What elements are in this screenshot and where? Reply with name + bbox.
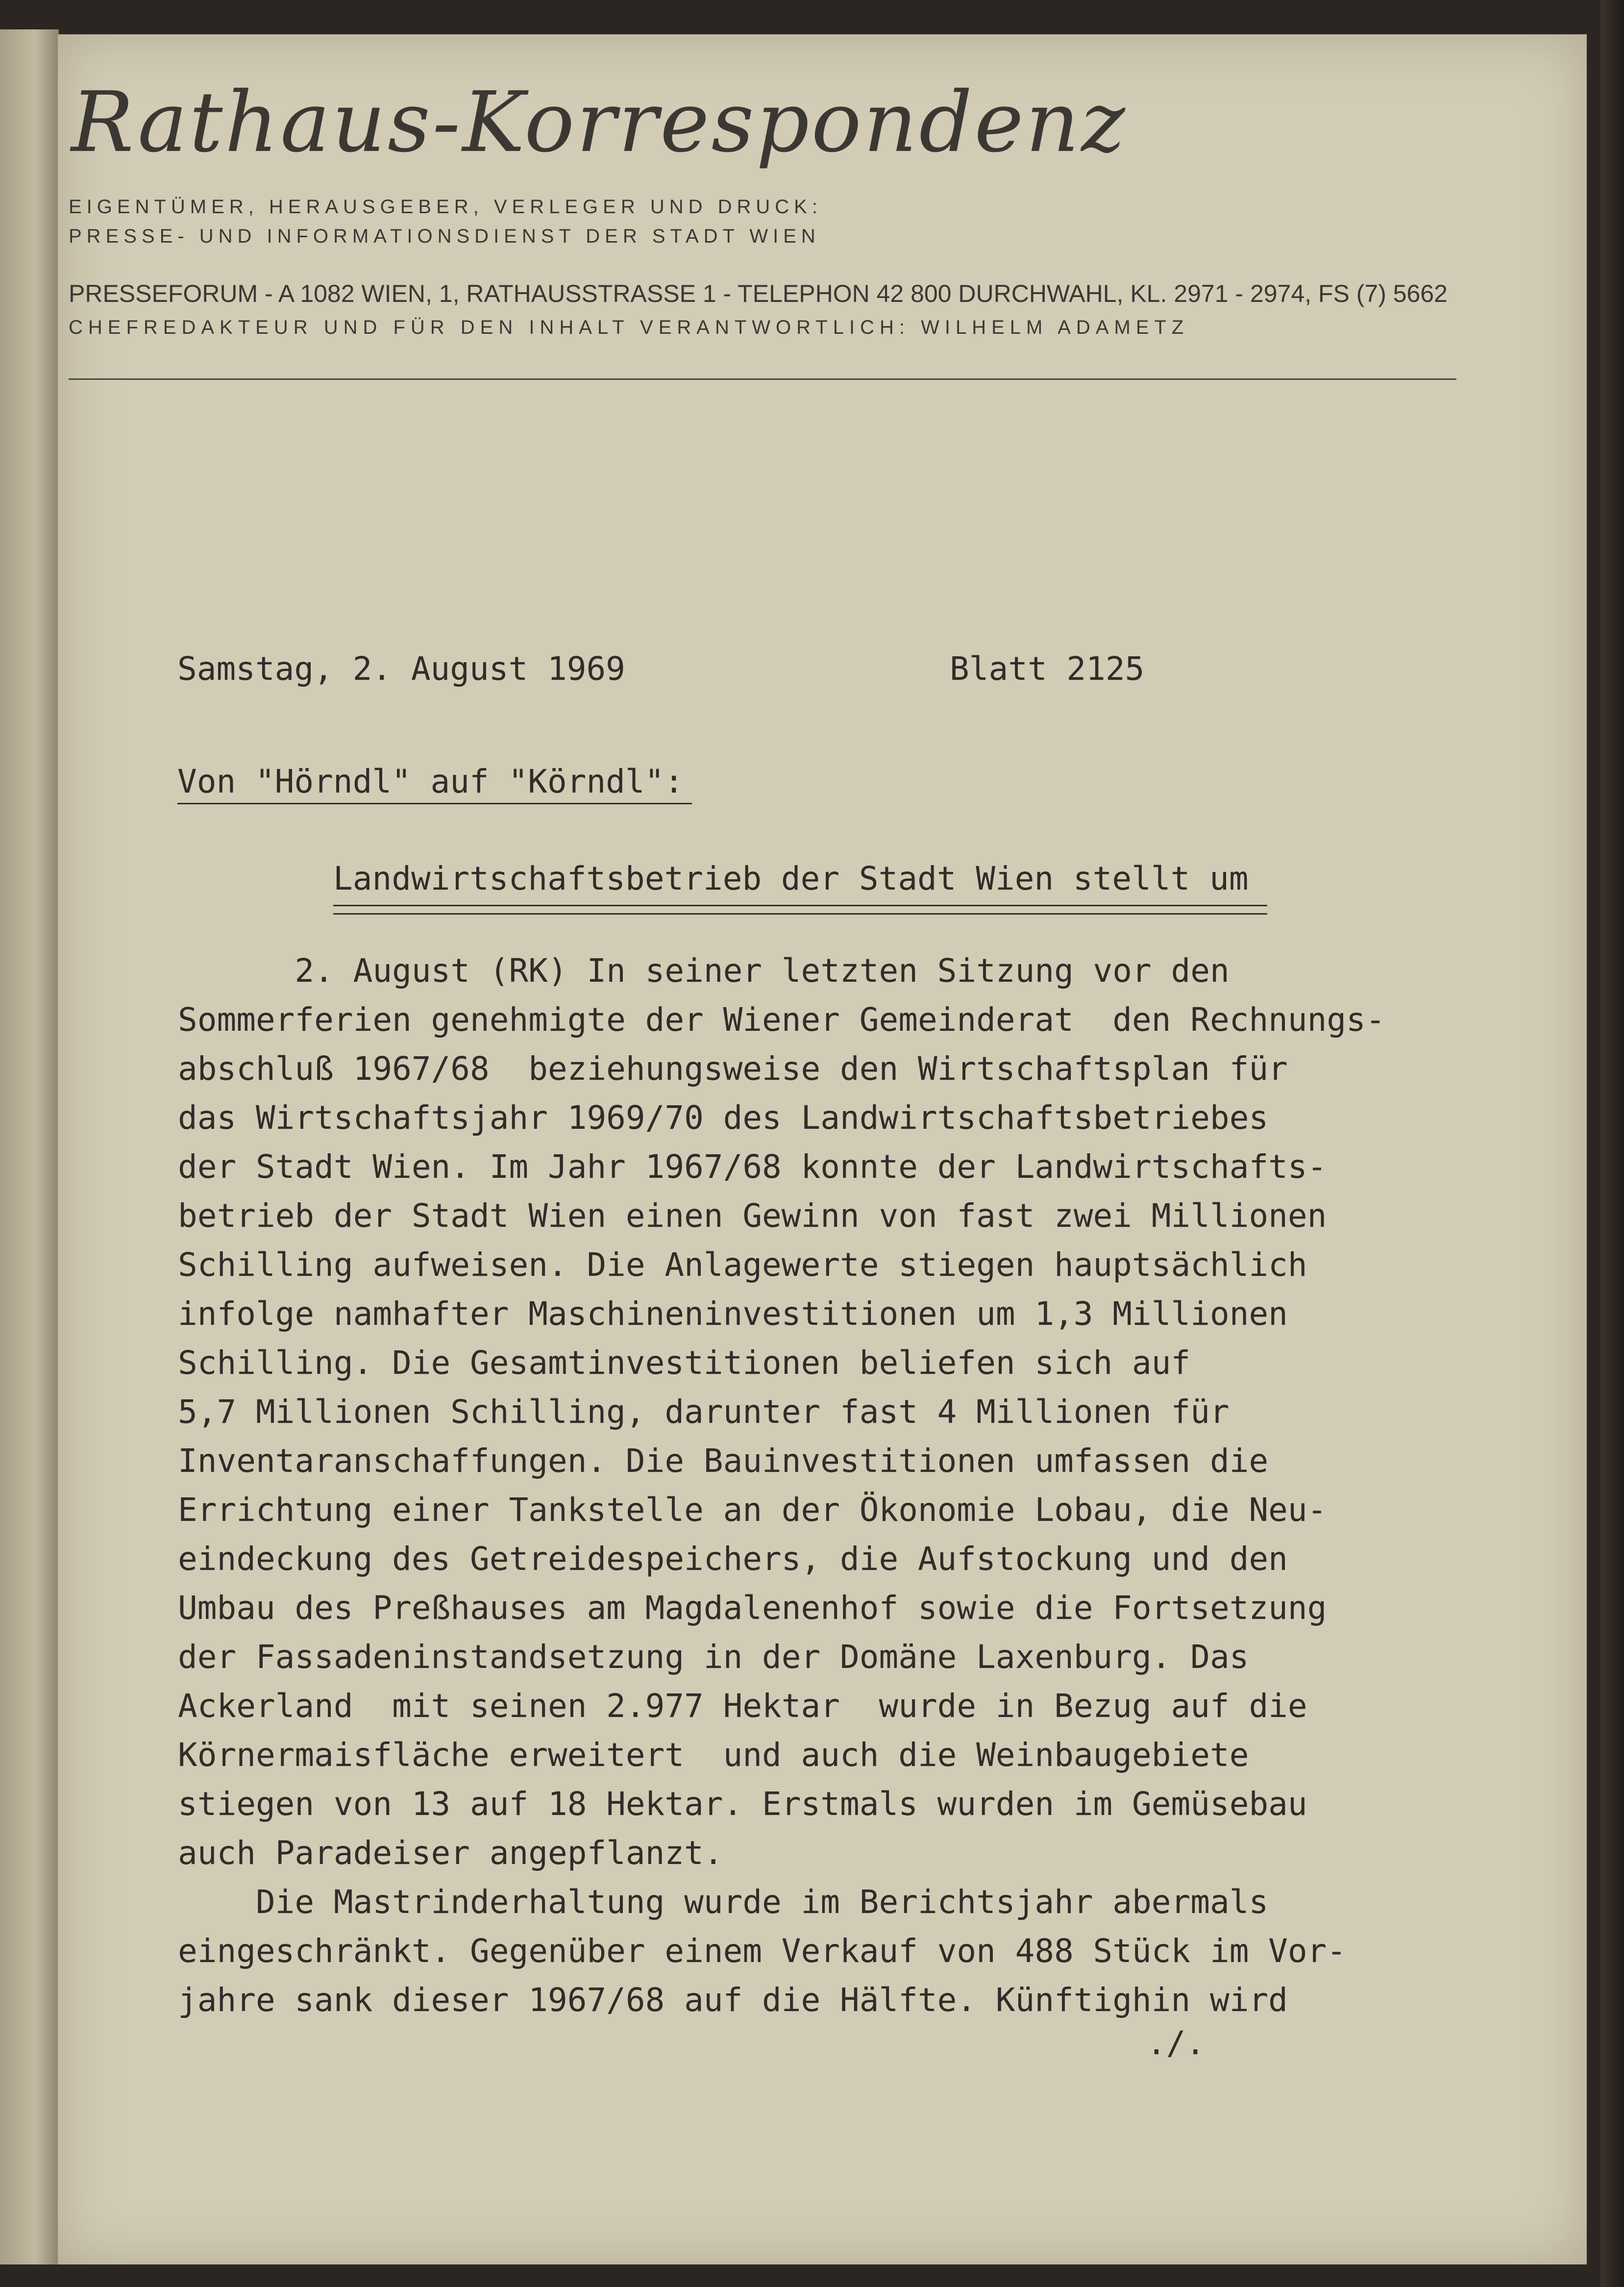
body-line: der Fassadeninstandsetzung in der Domäne Laxenburg. Das [178,1638,1249,1676]
body-line: Die Mastrinderhaltung wurde im Berichtsjahr abermals [178,1883,1269,1921]
body-line: stiegen von 13 auf 18 Hektar. Erstmals wurden im Gemüsebau [178,1785,1307,1823]
masthead-rule [69,378,1456,380]
body-line: infolge namhafter Maschineninvestitionen um 1,3 Millionen [178,1295,1288,1333]
body-line: auch Paradeiser angepflanzt. [178,1834,723,1872]
body-line: eingeschränkt. Gegenüber einem Verkauf von 488 Stück im Vor- [178,1932,1347,1970]
headline-double-rule [333,905,1267,915]
body-line: Schilling aufweisen. Die Anlagewerte stiegen hauptsächlich [178,1246,1307,1284]
body-line: betrieb der Stadt Wien einen Gewinn von fast zwei Millionen [178,1197,1327,1235]
binding-edge [1600,0,1624,2287]
masthead-title: Rathaus-Korrespondenz [71,74,1127,171]
masthead-owner-line-2: PRESSE- UND INFORMATIONSDIENST DER STADT WIEN [69,225,820,247]
kicker-underline [177,803,692,804]
sheet-number: Blatt 2125 [950,650,1145,688]
masthead-editor-line: CHEFREDAKTEUR UND FÜR DEN INHALT VERANTWORTLICH: WILHELM ADAMETZ [69,317,1189,338]
body-line: Errichtung einer Tankstelle an der Ökonomie Lobau, die Neu- [178,1491,1327,1529]
continuation-mark: ./. [1147,2024,1206,2062]
facing-page-edge [0,29,59,2264]
body-line: Umbau des Preßhauses am Magdalenenhof sowie die Fortsetzung [178,1589,1327,1627]
body-line: Sommerferien genehmigte der Wiener Gemeinderat den Rechnungs- [178,1001,1385,1039]
body-line: Ackerland mit seinen 2.977 Hektar wurde in Bezug auf die [178,1687,1307,1725]
article-kicker: Von "Hörndl" auf "Körndl": [177,763,684,800]
body-line: eindeckung des Getreidespeichers, die Aufstockung und den [178,1540,1288,1578]
body-line: abschluß 1967/68 beziehungsweise den Wirtschaftsplan für [178,1050,1288,1088]
article-headline: Landwirtschaftsbetrieb der Stadt Wien stellt um [333,860,1249,897]
body-line: jahre sank dieser 1967/68 auf die Hälfte. Künftighin wird [178,1981,1288,2019]
body-line: Inventaranschaffungen. Die Bauinvestitionen umfassen die [178,1442,1269,1480]
body-line: 2. August (RK) In seiner letzten Sitzung vor den [178,952,1230,990]
issue-date: Samstag, 2. August 1969 [177,650,625,688]
body-line: Körnermaisfläche erweitert und auch die Weinbaugebiete [178,1736,1249,1774]
body-line: 5,7 Millionen Schilling, darunter fast 4 Millionen für [178,1393,1230,1431]
body-line: das Wirtschaftsjahr 1969/70 des Landwirtschaftsbetriebes [178,1099,1269,1137]
masthead-address-line: PRESSEFORUM - A 1082 WIEN, 1, RATHAUSSTRASSE 1 - TELEPHON 42 800 DURCHWAHL, KL. 2971 - 2974, FS (7) 5662 [69,280,1448,307]
body-line: Schilling. Die Gesamtinvestitionen beliefen sich auf [178,1344,1191,1382]
masthead-owner-line-1: EIGENTÜMER, HERAUSGEBER, VERLEGER UND DRUCK: [69,196,822,218]
body-line: der Stadt Wien. Im Jahr 1967/68 konnte der Landwirtschafts- [178,1148,1327,1186]
